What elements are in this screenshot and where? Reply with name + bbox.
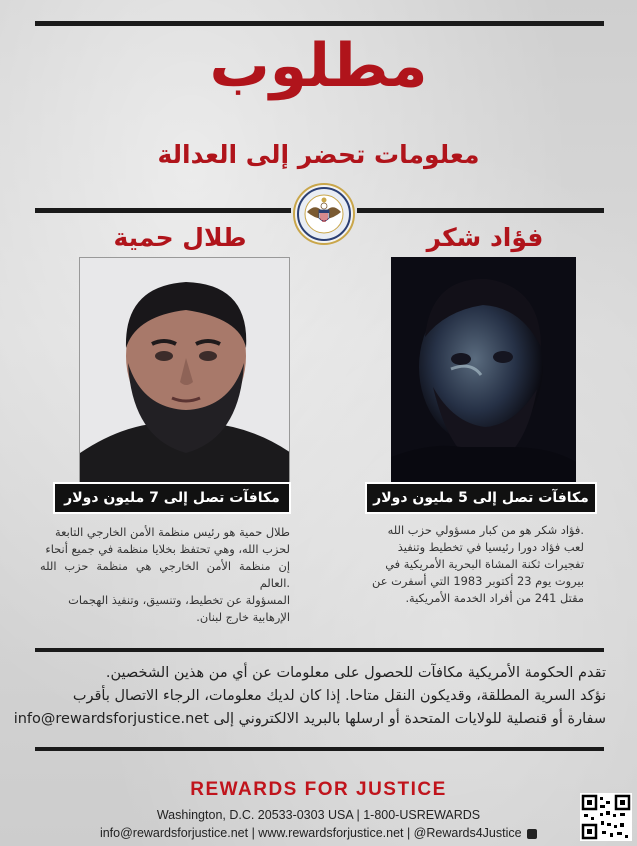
offer-rule-bottom <box>35 747 604 751</box>
bio-line: .فؤاد شكر هو من كبار مسؤولي حزب الله <box>387 523 584 537</box>
left-reward-banner: مكافآت تصل إلى 7 مليون دولار <box>53 482 291 514</box>
footer-address: Washington, D.C. 20533-0303 USA | 1-800-USREWARDS <box>156 808 481 822</box>
poster-subtitle: معلومات تحضر إلى العدالة <box>157 140 480 169</box>
bio-line: إن منظمة الأمن الخارجي هي منظمة حزب الله .العالم <box>40 559 290 590</box>
right-person-name: فؤاد شكر <box>426 223 544 252</box>
bio-line: لحزب الله، وهي تحتفظ بخلايا منظمة في جميع أنحاء <box>45 542 290 556</box>
bio-line: مقتل 241 من أفراد الخدمة الأمريكية. <box>405 591 584 605</box>
state-department-seal-icon <box>293 183 355 245</box>
twitter-icon <box>527 829 537 839</box>
bio-line: الإرهابية خارج لبنان. <box>196 610 290 624</box>
right-person-bio <box>370 522 584 607</box>
bio-line: المسؤولة عن تخطيط، وتنسيق، وتنفيذ الهجمات <box>68 593 290 607</box>
poster-title: مطلوب <box>209 31 428 101</box>
bio-line: بيروت يوم 23 أكتوبر 1983 التي أسفرت عن <box>372 574 584 588</box>
right-person-photo <box>391 257 576 482</box>
reward-offer-text <box>13 662 606 731</box>
mid-rule-left <box>35 208 291 213</box>
qr-code-icon[interactable] <box>580 793 632 841</box>
bio-line: تفجيرات ثكنة المشاة البحرية الأمريكية في <box>385 557 584 571</box>
offer-rule-top <box>35 648 604 652</box>
offer-line: تقدم الحكومة الأمريكية مكافآت للحصول على معلومات عن أي من هذين الشخصين. <box>105 665 606 681</box>
left-person-bio <box>40 524 290 626</box>
rewards-for-justice-brand: REWARDS FOR JUSTICE <box>190 779 447 800</box>
left-person-photo <box>79 257 290 486</box>
bio-line: طلال حمية هو رئيس منظمة الأمن الخارجي التابعة <box>55 525 290 539</box>
offer-line: سفارة أو قنصلية للولايات المتحدة أو ارسلها بالبريد الالكتروني إلى info@rewardsforjustice.net <box>13 711 606 727</box>
offer-line: نؤكد السرية المطلقة، وقديكون النقل متاحا. إذا كان لديك معلومات، الرجاء الاتصال بأقرب <box>72 688 606 704</box>
footer-contact-text[interactable]: info@rewardsforjustice.net | www.rewardsforjustice.net | @Rewards4Justice <box>99 826 522 840</box>
left-person-name: طلال حمية <box>113 223 247 252</box>
mid-rule-right <box>357 208 604 213</box>
top-rule <box>35 21 604 26</box>
footer-contact <box>0 826 637 840</box>
bio-line: لعب فؤاد دورا رئيسيا في تخطيط وتنفيذ <box>397 540 584 554</box>
right-reward-banner: مكافآت تصل إلى 5 مليون دولار <box>365 482 597 514</box>
